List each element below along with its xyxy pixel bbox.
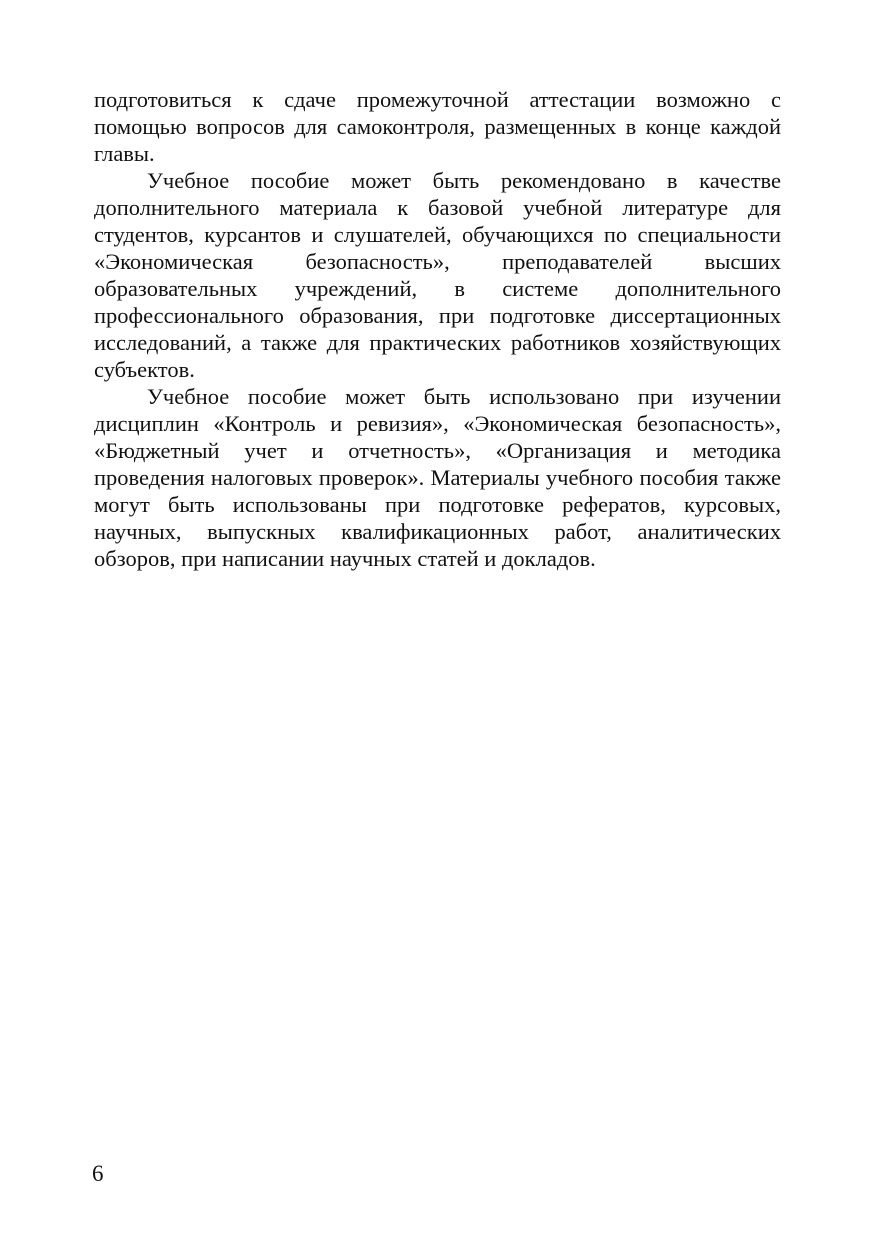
page-number: 6 [92, 1161, 104, 1186]
body-text [94, 86, 781, 572]
paragraph-usage: Учебное пособие может быть использовано при изучении дисциплин «Контроль и ревизия», «Экономическая безопасность», «Бюджетный учет и отчетность», «Организация и методика проведения налоговых проверок». Материалы учебного пособия также могут быть использованы при подготовке рефератов, курсовых, научных, выпускных квалификационных работ, аналитических обзоров, при написании научных статей и докладов. [94, 384, 781, 571]
paragraph-continuation: подготовиться к сдаче промежуточной аттестации возможно с помощью вопросов для самоконтроля, размещенных в конце каждой главы. [94, 87, 781, 166]
paragraph-recommendation: Учебное пособие может быть рекомендовано в качестве дополнительного материала к базовой учебной литературе для студентов, курсантов и слушателей, обучающихся по специальности «Экономическая безопасность», преподавателей высших образовательных учреждений, в системе дополнительного профессионального образования, при подготовке диссертационных исследований, а также для практических работников хозяйствующих субъектов. [94, 168, 781, 382]
